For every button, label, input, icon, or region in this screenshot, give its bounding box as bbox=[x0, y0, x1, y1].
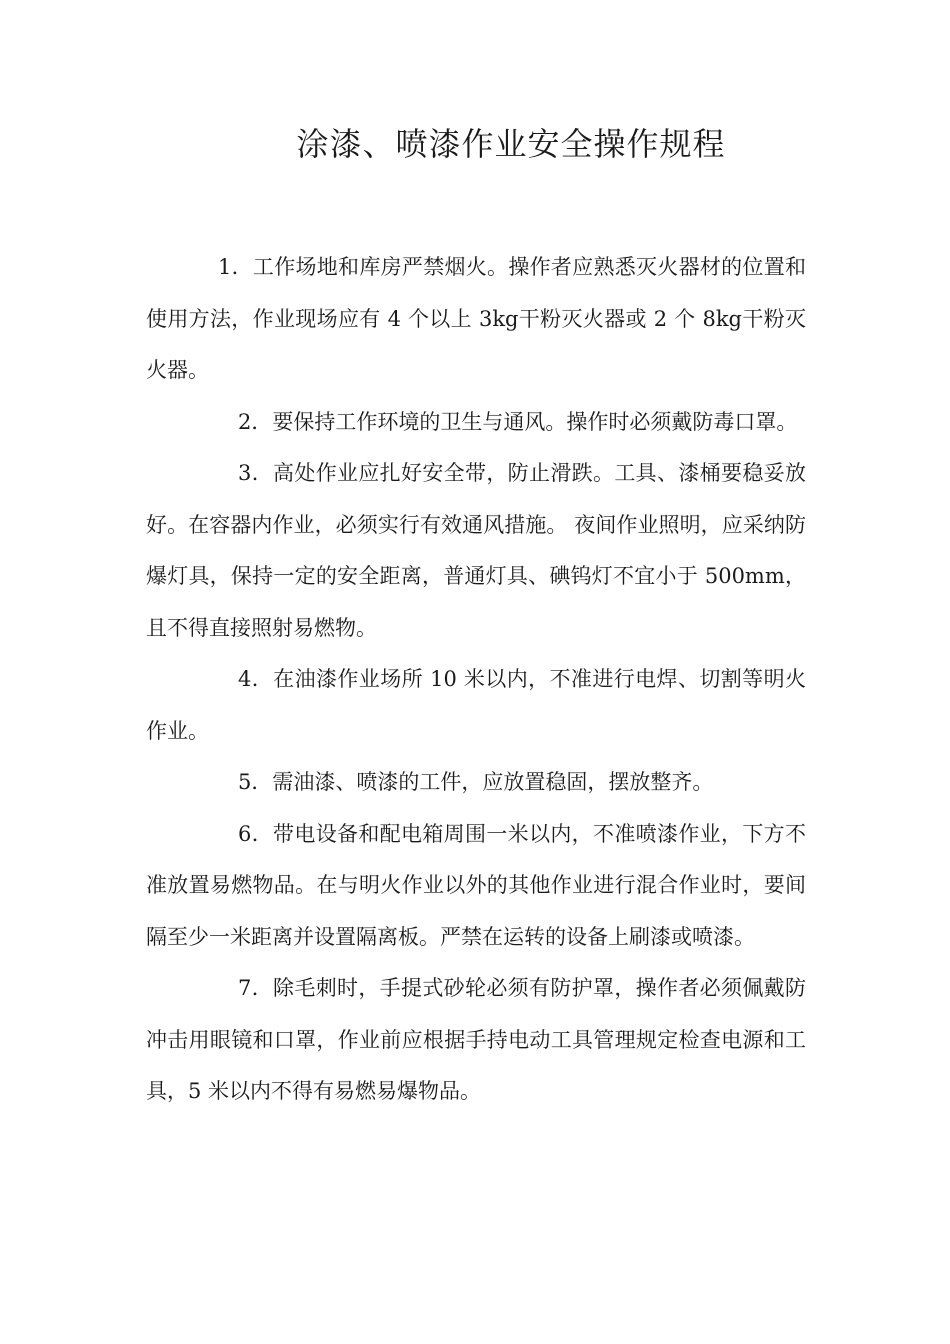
rule-paragraph-6: 6．带电设备和配电箱周围一米以内，不准喷漆作业，下方不准放置易燃物品。在与明火作业以外的其他作业进行混合作业时，要间隔至少一米距离并设置隔离板。严禁在运转的设备上刷漆或喷漆。 bbox=[146, 821, 806, 949]
rule-paragraph-3: 3．高处作业应扎好安全带，防止滑跌。工具、漆桶要稳妥放好。在容器内作业，必须实行有效通风措施。 夜间作业照明，应采纳防爆灯具，保持一定的安全距离，普通灯具、碘钨灯不宜小于 500mm，且不得直接照射易燃物。 bbox=[146, 461, 806, 640]
rule-paragraph-2: 2．要保持工作环境的卫生与通风。操作时必须戴防毒口罩。 bbox=[238, 409, 798, 434]
document-body bbox=[146, 242, 806, 1118]
rule-paragraph-1: 1．工作场地和库房严禁烟火。操作者应熟悉灭火器材的位置和使用方法，作业现场应有 4 个以上 3kg干粉灭火器或 2 个 8kg干粉灭火器。 bbox=[146, 255, 806, 382]
rule-paragraph-7: 7．除毛刺时，手提式砂轮必须有防护罩，操作者必须佩戴防冲击用眼镜和口罩，作业前应根据手持电动工具管理规定检查电源和工具，5 米以内不得有易燃易爆物品。 bbox=[146, 976, 806, 1103]
rule-paragraph-4: 4．在油漆作业场所 10 米以内，不准进行电焊、切割等明火作业。 bbox=[146, 667, 806, 743]
document-title: 涂漆、喷漆作业安全操作规程 bbox=[296, 125, 726, 163]
rule-paragraph-5: 5．需油漆、喷漆的工件，应放置稳固，摆放整齐。 bbox=[238, 770, 714, 794]
